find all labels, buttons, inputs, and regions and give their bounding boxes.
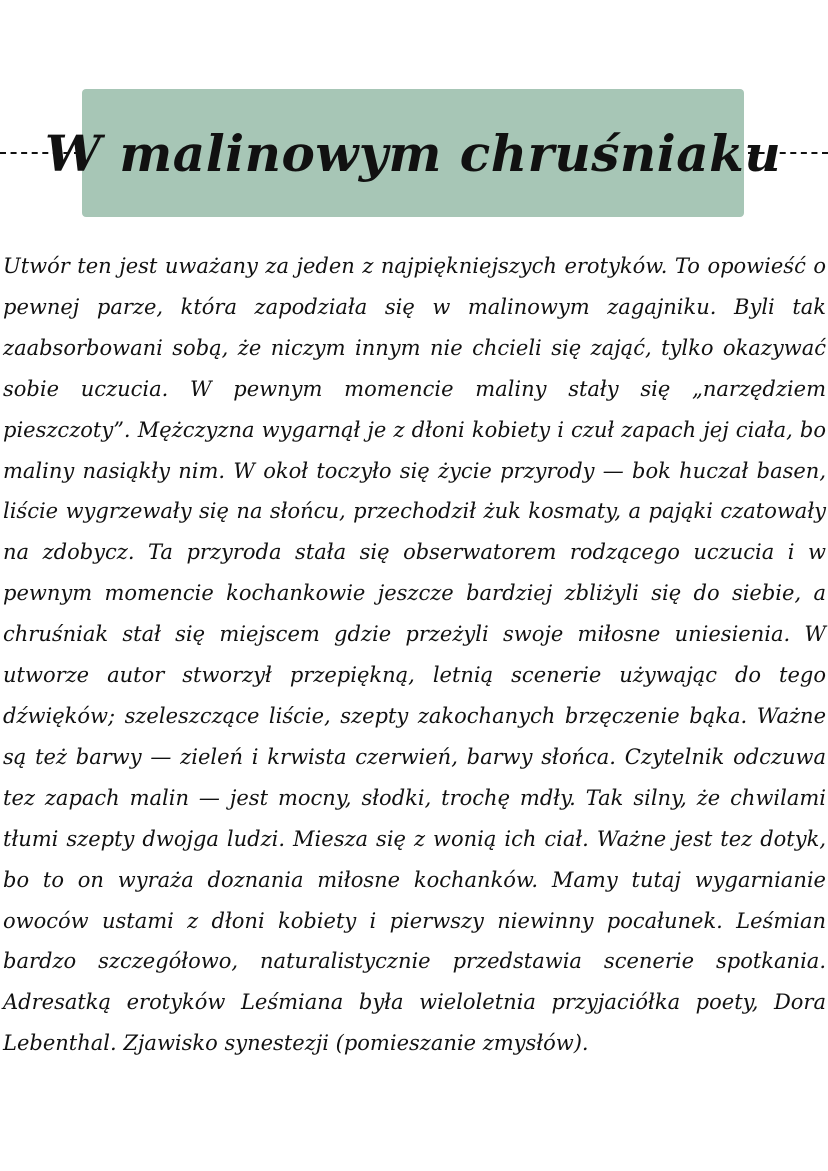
title-banner — [44, 89, 782, 217]
article-body: Utwór ten jest uważany za jeden z najpiękniejszych erotyków. To opowieść o pewnej parze, która zapodziała się w malinowym zagajniku. Byli tak zaabsorbowani sobą, że niczym innym nie chcieli się zająć, tylko okazywać sobie uczucia. W pewnym momencie maliny stały się „narzędziem pieszczoty”. Mężczyzna wygarnął je z dłoni kobiety i czuł zapach jej ciała, bo maliny nasiąkły nim. W okoł toczyło się życie przyrody — bok huczał basen, liście wygrzewały się na słońcu, przechodził żuk kosmaty, a pająki czatowały na zdobycz. Ta przyroda stała się obserwatorem rodzącego uczucia i w pewnym momencie kochankowie jeszcze bardziej zbliżyli się do siebie, a chruśniak stał się miejscem gdzie przeżyli swoje miłosne uniesienia. W utworze autor stworzył przepiękną, letnią scenerie używając do tego dźwięków; szeleszczące liście, szepty zakochanych brzęczenie bąka. Ważne są też barwy — zieleń i krwista czerwień, barwy słońca. Czytelnik odczuwa tez zapach malin — jest mocny, słodki, trochę mdły. Tak silny, że chwilami tłumi szepty dwojga ludzi. Miesza się z wonią ich ciał. Ważne jest tez dotyk, bo to on wyraża doznania miłosne kochanków. Mamy tutaj wygarnianie owoców ustami z dłoni kobiety i pierwszy niewinny pocałunek. Leśmian bardzo szczegółowo, naturalistycznie przedstawia scenerie spotkania. Adresatką erotyków Leśmiana była wieloletnia przyjaciółka poety, Dora Lebenthal. Zjawisko synestezji (pomieszanie zmysłów). — [3, 254, 826, 1056]
page-title: W malinowym chruśniaku — [44, 123, 782, 183]
